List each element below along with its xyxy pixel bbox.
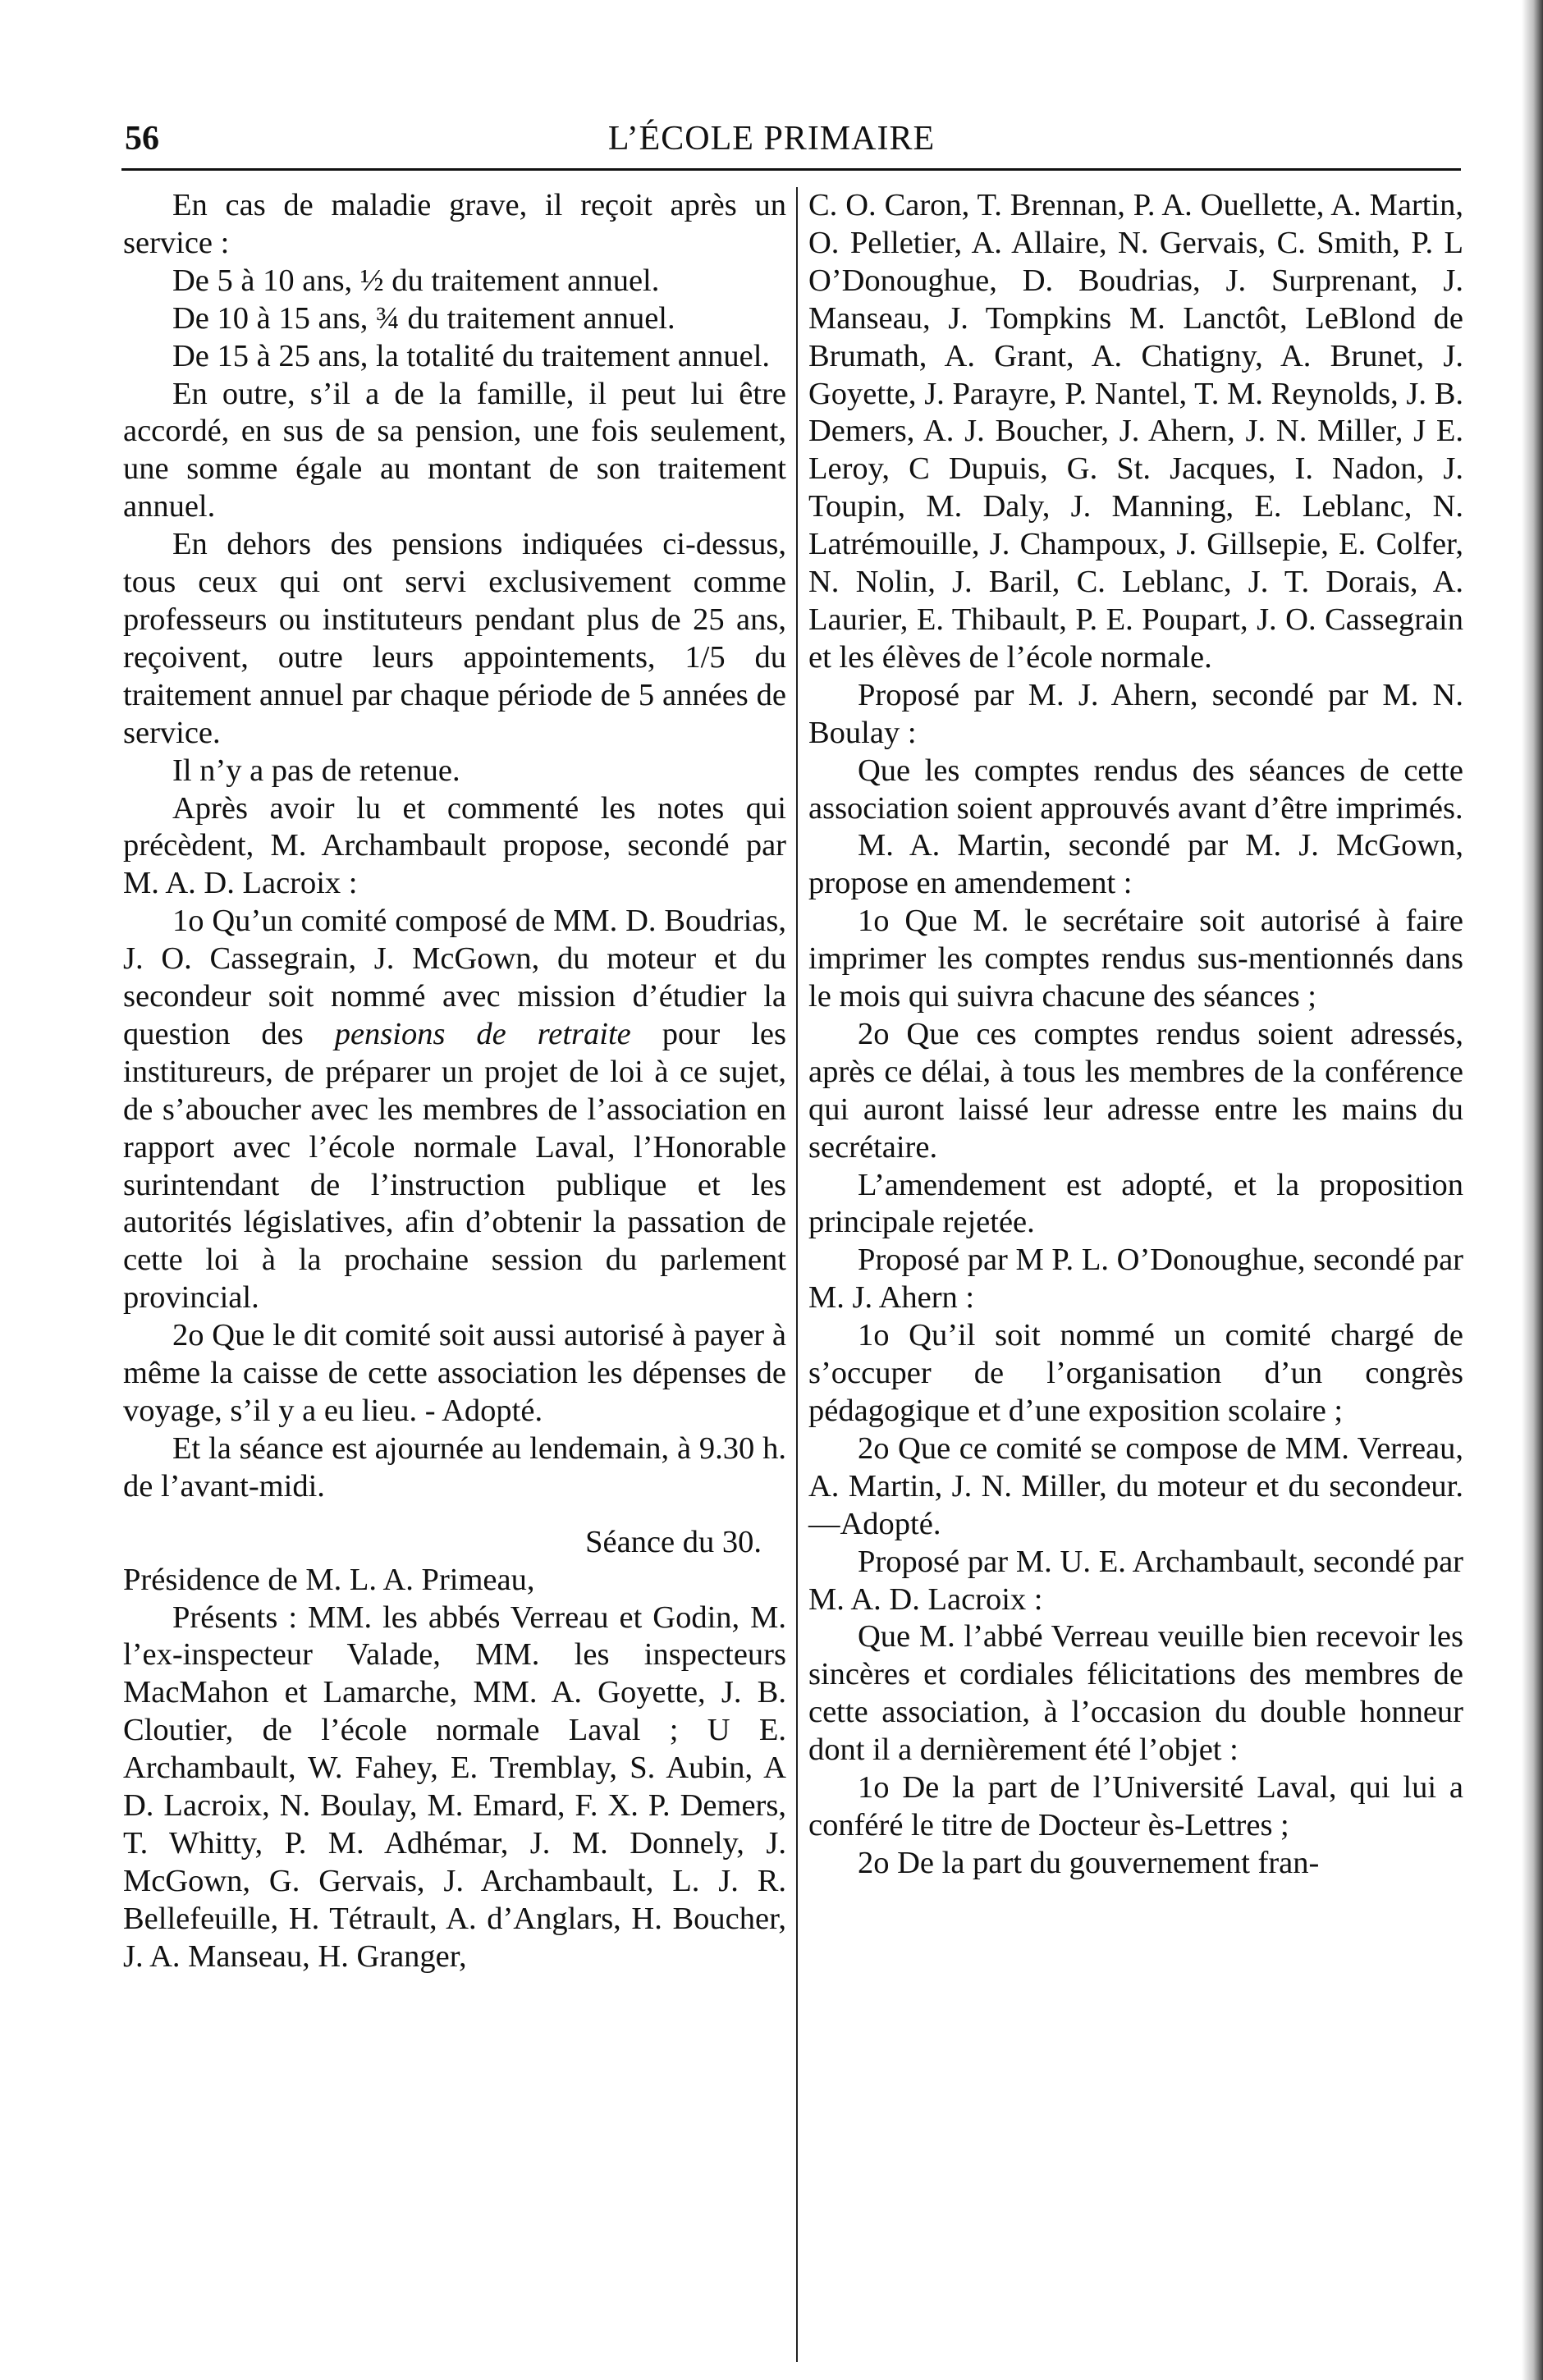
paragraph: 1o De la part de l’Université Laval, qui lui a conféré le titre de Docteur ès-Lettres ; xyxy=(808,1770,1463,1842)
italic-text-run: pensions de retraite xyxy=(334,1016,631,1051)
paragraph: De 10 à 15 ans, ¾ du traitement annuel. xyxy=(172,300,675,336)
paragraph: En outre, s’il a de la famille, il peut lui être accordé, en sus de sa pension, une fois seulement, une somme égale au montant de son traitement annuel. xyxy=(123,376,786,524)
paragraph: 2o Que le dit comité soit aussi autorisé à payer à même la caisse de cette association les dépenses de voyage, s’il y a eu lieu. - Adopté. xyxy=(123,1318,786,1428)
paragraph: M. A. Martin, secondé par M. J. McGown, propose en amendement : xyxy=(808,828,1463,901)
paragraph: 2o Que ce comité se compose de MM. Verreau, A. Martin, J. N. Miller, du moteur et du secondeur.—Adopté. xyxy=(808,1430,1463,1541)
section-heading: Séance du 30. xyxy=(585,1524,762,1559)
paragraph: En cas de maladie grave, il reçoit après un service : xyxy=(123,188,786,260)
paragraph: Présidence de M. L. A. Primeau, xyxy=(123,1562,535,1597)
paragraph: 2o Que ces comptes rendus soient adressés, après ce délai, à tous les membres de la conférence qui auront laissé leur adresse entre les mains du secrétaire. xyxy=(808,1016,1463,1165)
paragraph: En dehors des pensions indiquées ci-dessus, tous ceux qui ont servi exclusivement comme professeurs ou instituteurs pendant plus de 25 ans, reçoivent, outre leurs appointements, 1/5 du traitement annuel par chaque période de 5 années de service. xyxy=(123,527,786,750)
page-number: 56 xyxy=(125,120,159,158)
paragraph: Il n’y a pas de retenue. xyxy=(172,753,460,788)
paragraph xyxy=(123,903,786,1317)
header-rule xyxy=(121,168,1461,171)
running-head: L’ÉCOLE PRIMAIRE xyxy=(607,120,936,158)
paragraph: 2o De la part du gouvernement fran- xyxy=(858,1845,1320,1880)
page-edge-shadow xyxy=(1522,0,1543,2380)
paragraph: Proposé par M. J. Ahern, secondé par M. N. Boulay : xyxy=(808,677,1463,750)
left-column xyxy=(123,187,786,1976)
right-column xyxy=(808,187,1463,1883)
paragraph: Proposé par M P. L. O’Donoughue, secondé par M. J. Ahern : xyxy=(808,1243,1463,1316)
paragraph: Que M. l’abbé Verreau veuille bien recevoir les sincères et cordiales félicitations des membres de cette association, à l’occasion du double honneur dont il a dernièrement été l’objet : xyxy=(808,1619,1463,1768)
column-divider xyxy=(796,187,798,2362)
paragraph: Que les comptes rendus des séances de cette association soient approuvés avant d’être imprimés. xyxy=(808,753,1463,826)
paragraph: 1o Que M. le secrétaire soit autorisé à faire imprimer les comptes rendus sus-mentionnés dans le mois qui suivra chacune des séances ; xyxy=(808,904,1463,1014)
paragraph: De 5 à 10 ans, ½ du traitement annuel. xyxy=(172,263,660,298)
paragraph: C. O. Caron, T. Brennan, P. A. Ouellette, A. Martin, O. Pelletier, A. Allaire, N. Gervais, C. Smith, P. L O’Donoughue, D. Boudrias, J. Surprenant, J. Manseau, J. Tompkins M. Lanctôt, LeBlond de Brumath, A. Grant, A. Chatigny, A. Brunet, J. Goyette, J. Parayre, P. Nantel, T. M. Reynolds, J. B. Demers, A. J. Boucher, J. Ahern, J. N. Miller, J E. Leroy, C Dupuis, G. St. Jacques, I. Nadon, J. Toupin, M. Daly, J. Manning, E. Leblanc, N. Latrémouille, J. Champoux, J. Gillsepie, E. Colfer, N. Nolin, J. Baril, C. Leblanc, J. T. Dorais, A. Laurier, E. Thibault, P. E. Poupart, J. O. Cassegrain et les élèves de l’école normale. xyxy=(808,188,1463,675)
text-run: 1o Qu’un comité composé de MM. D. Boudrias, J. O. Cassegrain, J. McGown, du moteur et du secondeur soit nommé avec mission d’étudier la question des xyxy=(123,904,786,1051)
paragraph: L’amendement est adopté, et la proposition principale rejetée. xyxy=(808,1167,1463,1240)
paragraph: Présents : MM. les abbés Verreau et Godin, M. l’ex-inspecteur Valade, MM. les inspecteurs MacMahon et Lamarche, MM. A. Goyette, J. B. Cloutier, de l’école normale Laval ; U E. Archambault, W. Fahey, E. Tremblay, S. Aubin, A D. Lacroix, N. Boulay, M. Emard, F. X. P. Demers, T. Whitty, P. M. Adhémar, J. M. Donnely, J. McGown, G. Gervais, J. Archambault, L. J. R. Bellefeuille, H. Tétrault, A. d’Anglars, H. Boucher, J. A. Manseau, H. Granger, xyxy=(123,1600,786,1974)
text-run: pour les institureurs, de préparer un projet de loi à ce sujet, de s’aboucher avec les membres de l’association en rapport avec l’école normale Laval, l’Honorable surintendant de l’instruction publique et les autorités législatives, afin d’obtenir la passation de cette loi à la prochaine session du parlement provincial. xyxy=(123,1016,786,1316)
paragraph: Proposé par M. U. E. Archambault, secondé par M. A. D. Lacroix : xyxy=(808,1544,1463,1617)
paragraph: De 15 à 25 ans, la totalité du traitement annuel. xyxy=(172,338,771,373)
paragraph: Après avoir lu et commenté les notes qui précèdent, M. Archambault propose, secondé par M. A. D. Lacroix : xyxy=(123,790,786,901)
paragraph: Et la séance est ajournée au lendemain, à 9.30 h. de l’avant-midi. xyxy=(123,1430,786,1504)
paragraph: 1o Qu’il soit nommé un comité chargé de s’occuper de l’organisation d’un congrès pédagogique et d’une exposition scolaire ; xyxy=(808,1318,1463,1428)
